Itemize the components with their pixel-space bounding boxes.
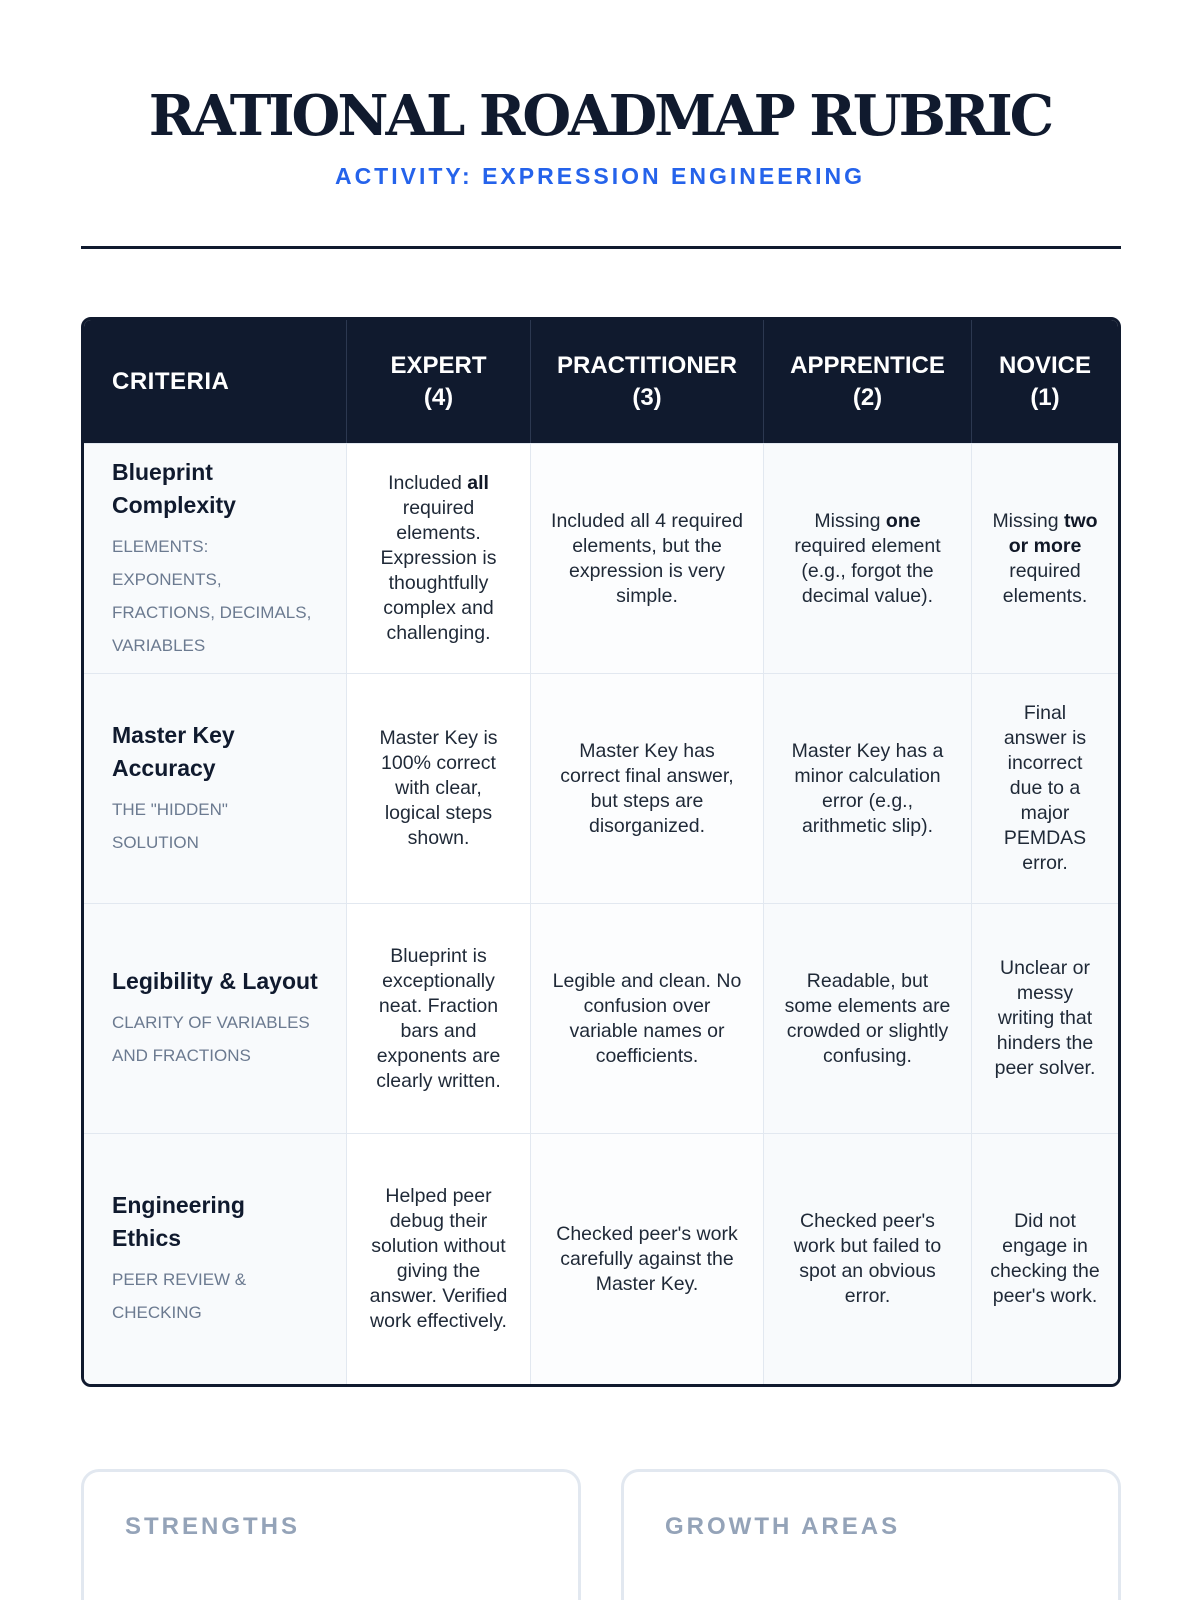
level-score: (3) — [632, 383, 662, 411]
cell-text: Master Key is 100% correct with clear, logical steps shown. — [379, 727, 498, 849]
criteria-name: Blueprint Complexity — [112, 458, 236, 518]
level-score: (1) — [1030, 383, 1060, 411]
cell-text: Missing — [814, 509, 886, 532]
cell-text: Legible and clean. No confusion over variable names or coefficients. — [552, 969, 742, 1067]
cell-text: Checked peer's work carefully against the Master Key. — [556, 1222, 738, 1295]
cell-text: Helped peer debug their solution without giving the answer. Verified work effectively. — [369, 1185, 508, 1332]
cell-text: Master Key has a minor calculation error (e.g., arithmetic slip). — [791, 739, 944, 837]
rubric-cell — [346, 1133, 530, 1384]
rubric-cell-text — [549, 969, 745, 1069]
rubric-cell — [763, 443, 971, 673]
rubric-cell-text — [990, 1209, 1100, 1309]
rubric-cell — [763, 673, 971, 903]
rubric-cell-text — [782, 509, 953, 609]
rubric-cell — [346, 443, 530, 673]
rubric-cell-text — [782, 969, 953, 1069]
rubric-cell-text — [549, 509, 745, 609]
rubric-cell — [971, 443, 1118, 673]
criteria-description: PEER REVIEW & CHECKING — [112, 1270, 247, 1322]
rubric-cell-text — [365, 944, 512, 1094]
rubric-cell-text — [549, 739, 745, 839]
rubric-cell — [971, 903, 1118, 1133]
rubric-cell-text — [365, 471, 512, 646]
cell-text: required elements. Expression is thoughtfully complex and challenging. — [380, 497, 497, 644]
criteria-description: THE "HIDDEN" SOLUTION — [112, 799, 228, 852]
cell-text: Missing — [992, 509, 1064, 532]
rubric-cell — [530, 443, 763, 673]
criteria-name: Engineering Ethics — [112, 1192, 245, 1251]
rubric-cell-text — [549, 1222, 745, 1297]
rubric-cell — [971, 1133, 1118, 1384]
rubric-cell-text — [365, 726, 512, 851]
emphasis-text: two or more — [1008, 509, 1098, 557]
cell-text: Blueprint is exceptionally neat. Fraction bars and exponents are clearly written. — [376, 944, 501, 1092]
header-criteria: CRITERIA — [84, 320, 346, 443]
rubric-cell-text — [782, 739, 953, 839]
rubric-cell — [971, 673, 1118, 903]
emphasis-text: all — [467, 472, 489, 494]
growth-areas-box[interactable] — [621, 1469, 1121, 1600]
level-name: EXPERT — [390, 351, 487, 379]
criteria-name: Master Key Accuracy — [112, 721, 235, 781]
cell-text: Final answer is incorrect due to a major PEMDAS error. — [1003, 702, 1087, 874]
criteria-cell — [84, 1133, 346, 1384]
strengths-box[interactable] — [81, 1469, 581, 1600]
cell-text: Readable, but some elements are crowded or slightly confusing. — [784, 969, 951, 1067]
rubric-cell — [346, 673, 530, 903]
cell-text: Master Key has correct final answer, but steps are disorganized. — [560, 739, 734, 837]
page-title: RATIONAL ROADMAP RUBRIC — [148, 83, 1052, 149]
level-score: (4) — [423, 383, 454, 411]
header-level-practitioner — [530, 320, 763, 443]
cell-text: Included all 4 required elements, but the expression is very simple. — [551, 509, 743, 607]
header-level-novice — [971, 320, 1118, 443]
level-name: NOVICE — [998, 351, 1091, 379]
rubric-cell — [530, 673, 763, 903]
rubric-table — [81, 317, 1121, 1387]
rubric-cell-text — [990, 509, 1100, 609]
rubric-cell-text — [990, 701, 1100, 876]
rubric-cell — [346, 903, 530, 1133]
cell-text: Included — [388, 472, 468, 494]
rubric-cell — [763, 903, 971, 1133]
strengths-title: STRENGTHS — [125, 1513, 301, 1540]
cell-text: Did not engage in checking the peer's work. — [990, 1210, 1100, 1307]
header-divider — [81, 246, 1121, 249]
criteria-cell — [84, 443, 346, 673]
emphasis-text: one — [885, 509, 921, 532]
activity-subtitle: ACTIVITY: EXPRESSION ENGINEERING — [334, 163, 866, 189]
rubric-cell-text — [365, 1184, 512, 1334]
level-score: (2) — [852, 383, 883, 411]
rubric-cell — [530, 903, 763, 1133]
rubric-cell-text — [990, 956, 1100, 1081]
growth-areas-title: GROWTH AREAS — [665, 1513, 901, 1540]
rubric-cell-text — [782, 1209, 953, 1309]
cell-text: required elements. — [1002, 559, 1088, 607]
cell-text: required element (e.g., forgot the decimal value). — [794, 534, 941, 607]
rubric-grid — [84, 320, 1118, 1384]
criteria-description: CLARITY OF VARIABLES AND FRACTIONS — [112, 1013, 310, 1065]
header-level-apprentice — [763, 320, 971, 443]
criteria-cell — [84, 903, 346, 1133]
criteria-cell — [84, 673, 346, 903]
rubric-cell — [763, 1133, 971, 1384]
cell-text: Checked peer's work but failed to spot an obvious error. — [793, 1210, 942, 1307]
rubric-cell — [530, 1133, 763, 1384]
level-name: PRACTITIONER — [557, 351, 737, 379]
level-name: APPRENTICE — [790, 351, 945, 379]
cell-text: Unclear or messy writing that hinders the peer solver. — [994, 957, 1096, 1079]
header-level-expert — [346, 320, 530, 443]
criteria-description: ELEMENTS: EXPONENTS, FRACTIONS, DECIMALS, VARIABLES — [112, 536, 312, 655]
criteria-name: Legibility & Layout — [112, 968, 318, 994]
